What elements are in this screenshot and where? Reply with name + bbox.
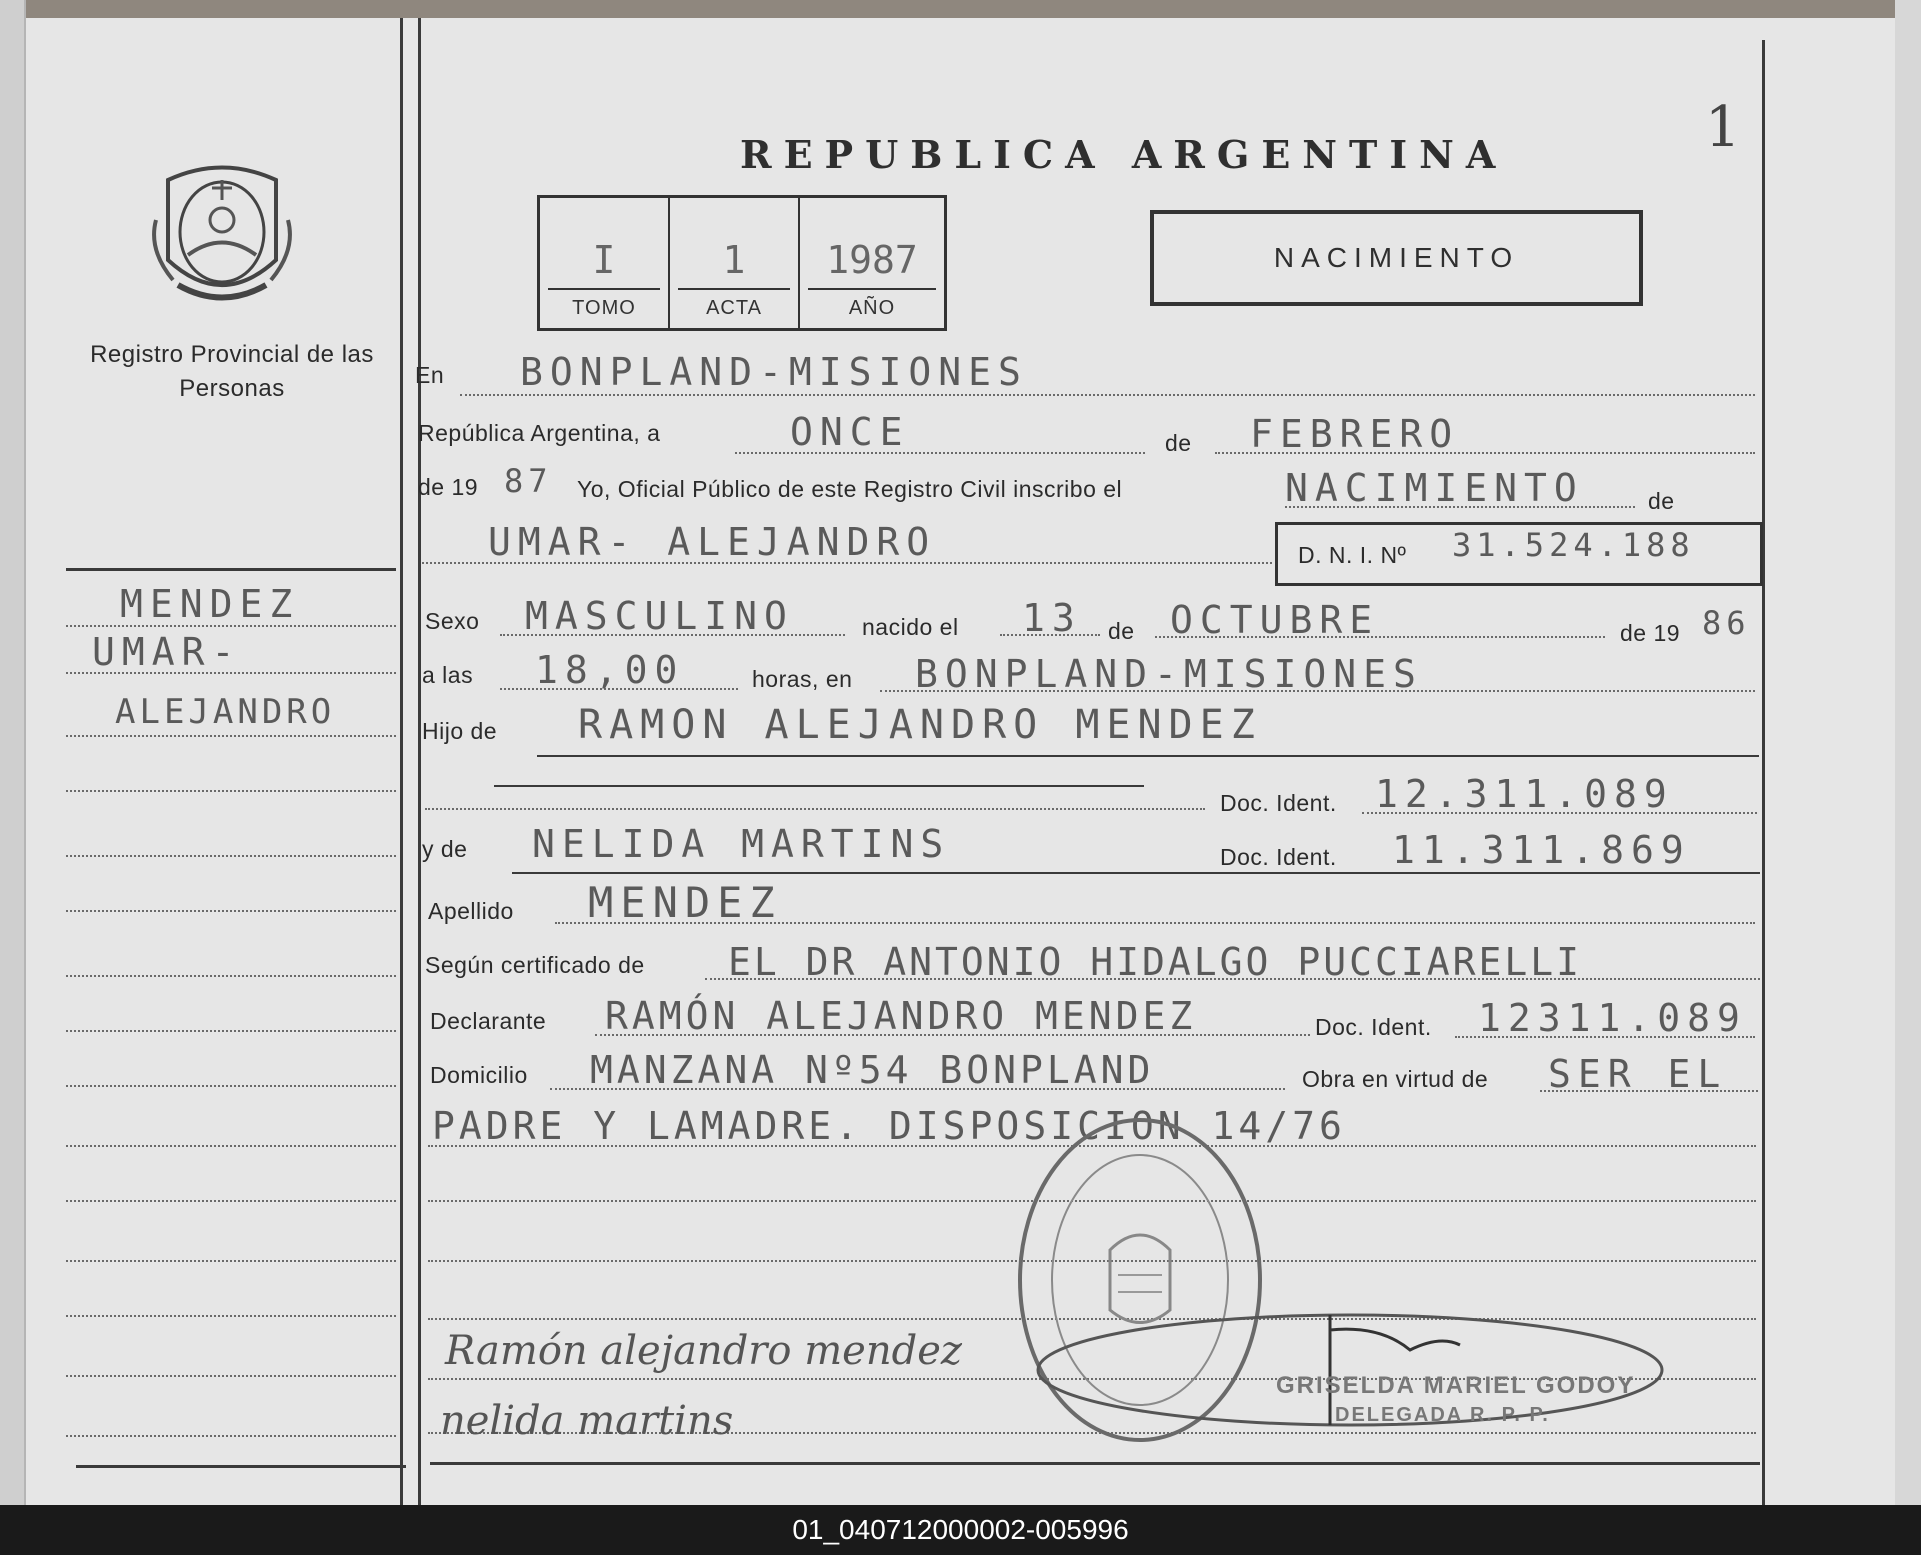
tomo-value: I [592, 238, 616, 282]
certificado-value: EL DR ANTONIO HIDALGO PUCCIARELLI [728, 940, 1582, 984]
margin-line [66, 1085, 396, 1087]
apellido-value: MENDEZ [588, 878, 782, 927]
left-column-border [400, 18, 403, 1505]
declarante-doc: 12311.089 [1478, 996, 1747, 1040]
en-label: En [415, 362, 445, 388]
apellido-label: Apellido [428, 898, 514, 924]
de2-label: de [1648, 488, 1675, 514]
tomo-cell [540, 198, 670, 328]
margin-line [66, 910, 396, 912]
father-extra-line [425, 808, 1205, 810]
document-type-box [1150, 210, 1643, 306]
margin-top-rule [66, 568, 396, 571]
acta-label: ACTA [706, 297, 762, 319]
birth-month: OCTUBRE [1170, 598, 1380, 642]
month-value: FEBRERO [1250, 412, 1460, 456]
official-name: GRISELDA MARIEL GODOY [1276, 1372, 1636, 1399]
official-title: DELEGADA R. P. P. [1335, 1404, 1550, 1426]
registry-name: Registro Provincial de las Personas [90, 341, 374, 402]
margin-line [66, 735, 396, 737]
father-doc-label: Doc. Ident. [1220, 790, 1337, 816]
margin-line [66, 855, 396, 857]
margin-line [66, 790, 396, 792]
dni-label: D. N. I. Nº [1298, 542, 1407, 568]
birth-year: 86 [1702, 604, 1751, 642]
margin-line [66, 625, 396, 627]
en-value: BONPLAND-MISIONES [520, 350, 1028, 394]
margin-bottom-rule [76, 1465, 406, 1468]
obra-continuation: PADRE Y LAMADRE. DISPOSICION 14/76 [432, 1104, 1346, 1148]
en-line [460, 394, 1755, 396]
segun-label: Según certificado de [425, 952, 645, 978]
year-prefix: de 19 [418, 474, 479, 500]
mother-name: NELIDA MARTINS [532, 822, 951, 866]
margin-line [66, 1435, 396, 1437]
obra-value: SER EL [1548, 1052, 1728, 1096]
birth-time: 18,00 [535, 648, 685, 692]
anio-value: 1987 [826, 238, 918, 282]
child-name: UMAR- ALEJANDRO [488, 520, 937, 564]
page-left-edge [0, 0, 26, 1505]
record-id-box [537, 195, 947, 331]
margin-line [66, 1200, 396, 1202]
de3-label: de [1108, 618, 1135, 644]
year-value: 87 [504, 462, 553, 500]
birth-place: BONPLAND-MISIONES [915, 652, 1423, 696]
mother-signature: nelida martins [440, 1398, 734, 1444]
father-line [537, 755, 1759, 757]
anio-cell [800, 198, 944, 328]
declarante-signature: Ramón alejandro mendez [445, 1328, 962, 1374]
mother-line [512, 872, 1760, 874]
hijo-label: Hijo de [422, 718, 498, 744]
page-right-edge [1895, 0, 1921, 1505]
domicilio-value: MANZANA Nº54 BONPLAND [590, 1048, 1155, 1092]
birth-year-prefix: de 19 [1620, 620, 1681, 646]
birth-day: 13 [1022, 596, 1082, 640]
domicilio-label: Domicilio [430, 1062, 528, 1088]
tomo-label: TOMO [572, 297, 636, 319]
margin-name-line1: UMAR- [92, 630, 242, 674]
margin-line [66, 1260, 396, 1262]
horas-label: horas, en [752, 666, 853, 692]
a-las-label: a las [422, 662, 474, 688]
margin-name-line2: ALEJANDRO [115, 692, 336, 732]
y-de-label: y de [422, 836, 468, 862]
margin-line [66, 1145, 396, 1147]
father-doc: 12.311.089 [1375, 772, 1674, 816]
document-type: NACIMIENTO [1273, 242, 1520, 273]
margin-line [66, 975, 396, 977]
margin-line [66, 1030, 396, 1032]
sexo-label: Sexo [425, 608, 480, 634]
page-title: REPUBLICA ARGENTINA [740, 132, 1508, 177]
anio-label: AÑO [848, 297, 896, 319]
sexo-value: MASCULINO [525, 594, 794, 638]
margin-line [66, 1375, 396, 1377]
day-value: ONCE [790, 410, 910, 454]
father-cont-line [494, 785, 1144, 787]
declarante-value: RAMÓN ALEJANDRO MENDEZ [605, 994, 1197, 1038]
yo-text: Yo, Oficial Público de este Registro Civil inscribo el [577, 476, 1123, 502]
margin-line [66, 1315, 396, 1317]
form-right-border [1762, 40, 1765, 1505]
nacido-label: nacido el [862, 614, 959, 640]
mother-doc: 11.311.869 [1392, 828, 1691, 872]
page-number: 1 [1705, 95, 1741, 160]
republica-label: República Argentina, a [418, 420, 661, 446]
margin-surname: MENDEZ [120, 582, 300, 626]
form-bottom-rule [430, 1462, 1760, 1465]
mother-doc-label: Doc. Ident. [1220, 844, 1337, 870]
declarante-label: Declarante [430, 1008, 547, 1034]
dni-value: 31.524.188 [1452, 526, 1695, 564]
de-label: de [1165, 430, 1192, 456]
acta-value: 1 [722, 238, 746, 282]
father-name: RAMON ALEJANDRO MENDEZ [578, 702, 1262, 748]
margin-line [66, 672, 396, 674]
image-id-caption: 01_040712000002-005996 [792, 1514, 1129, 1545]
page-top-edge [0, 0, 1921, 18]
acta-cell [670, 198, 800, 328]
obra-label: Obra en virtud de [1302, 1066, 1489, 1092]
provincial-seal-icon [148, 160, 296, 320]
form-left-border [418, 18, 421, 1505]
act-value: NACIMIENTO [1285, 466, 1584, 510]
declarante-doc-label: Doc. Ident. [1315, 1014, 1432, 1040]
